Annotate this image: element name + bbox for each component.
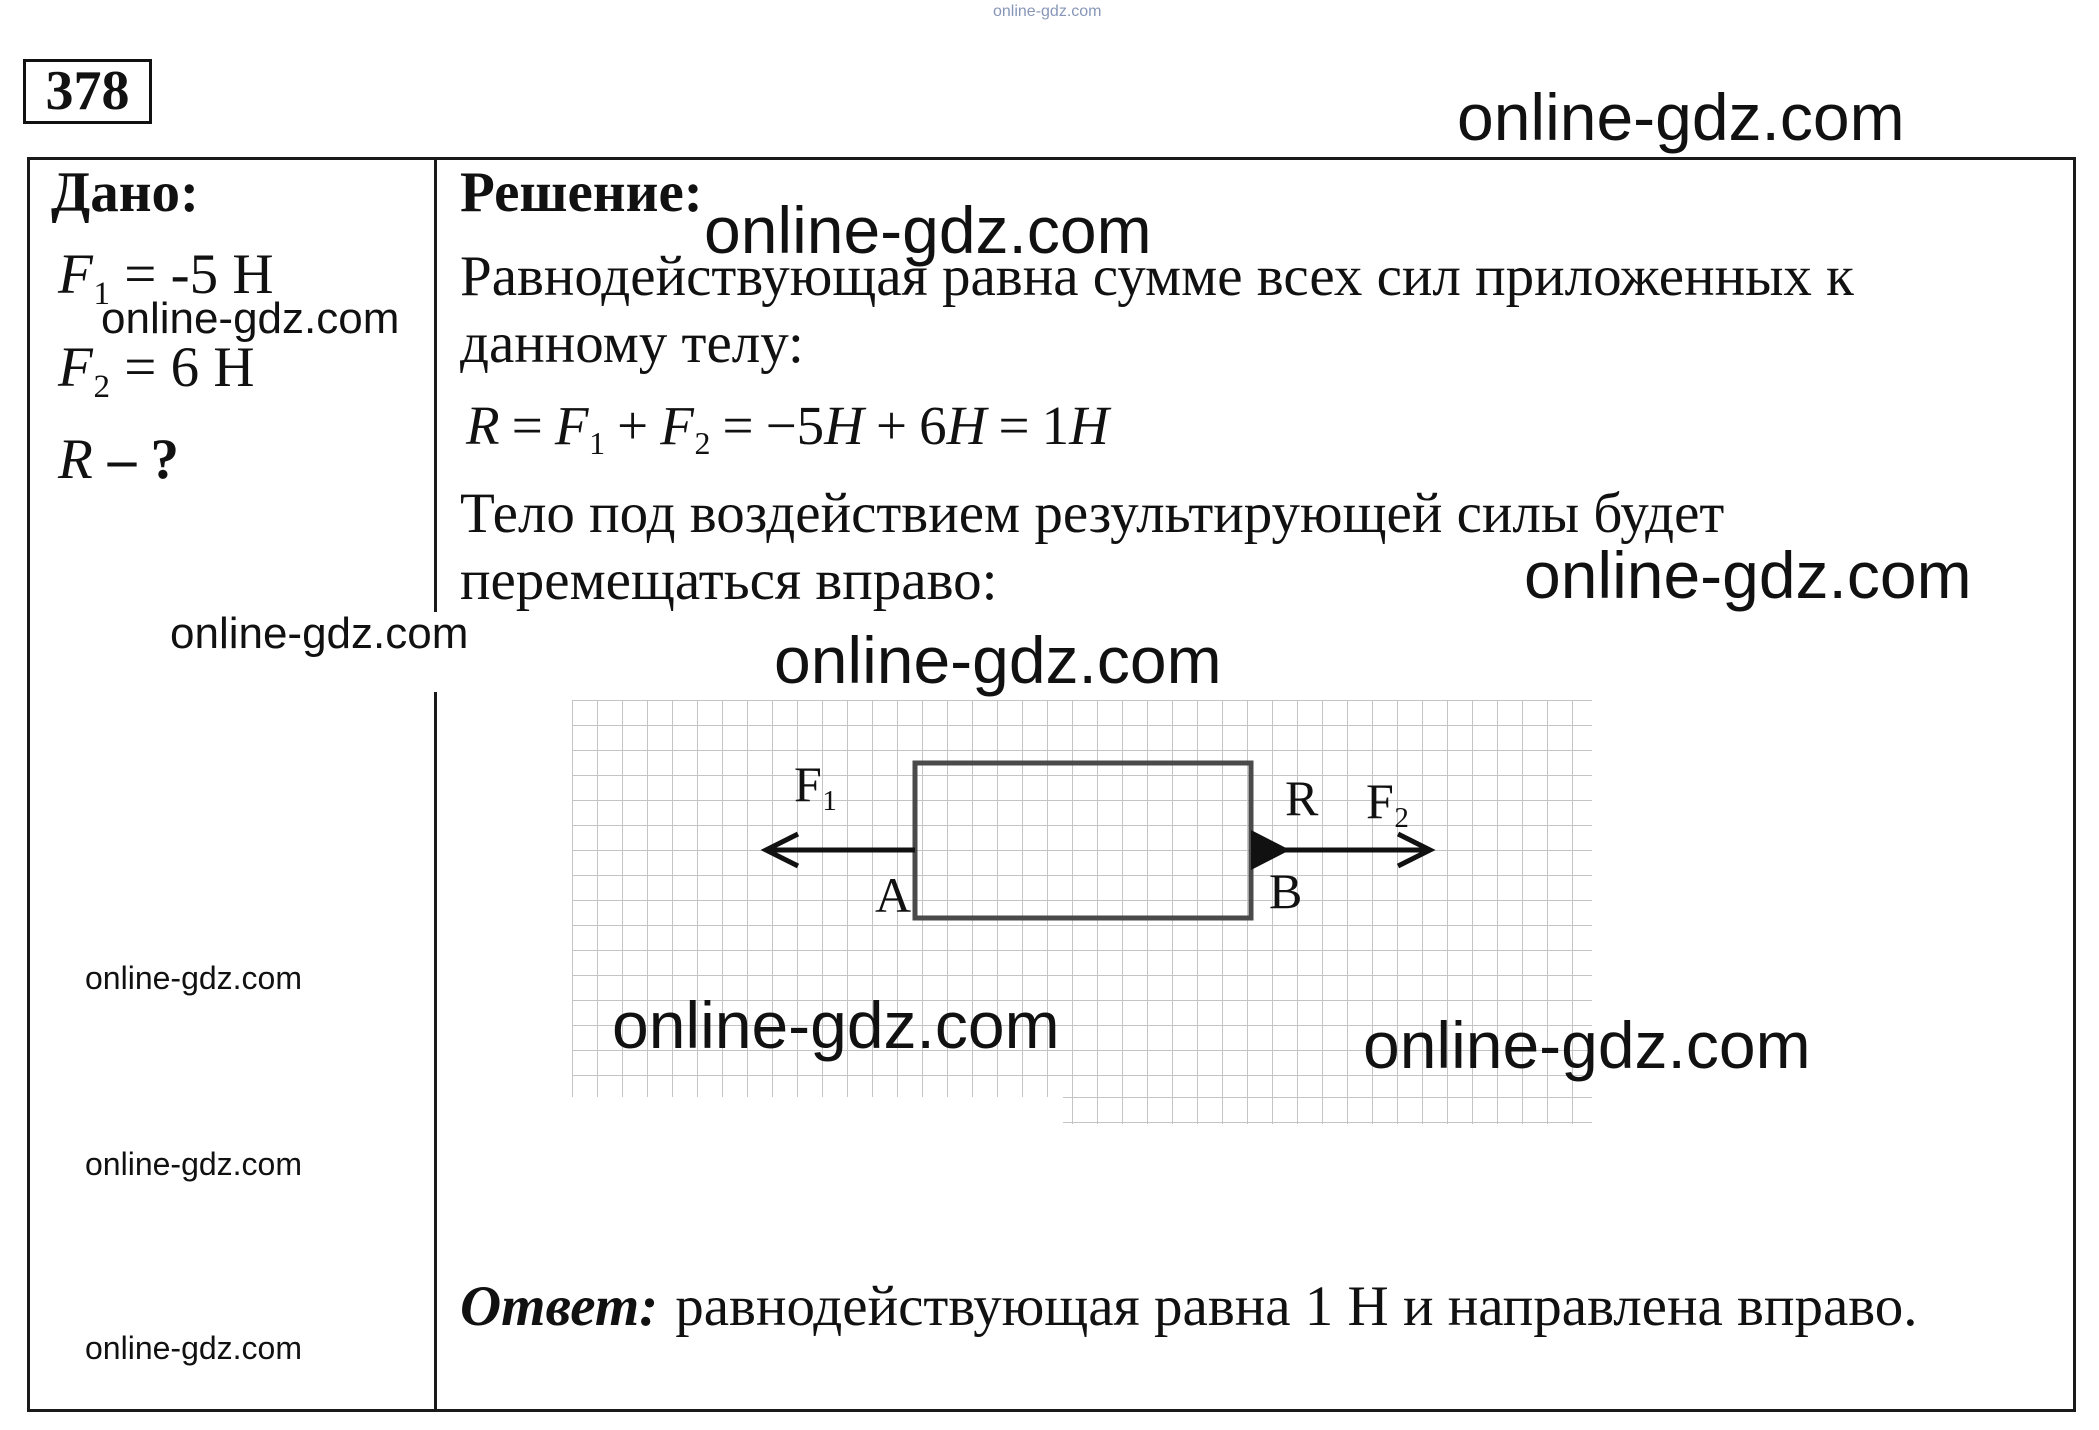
label-f2 (1366, 773, 1409, 835)
watermark: online-gdz.com (612, 988, 1060, 1062)
label-f1-subscript: 1 (822, 785, 837, 818)
watermark: online-gdz.com (993, 3, 1102, 20)
label-f2-subscript: 2 (1394, 802, 1409, 835)
formula-operator: = (722, 395, 754, 456)
formula-token: F (554, 395, 589, 456)
watermark: online-gdz.com (101, 294, 400, 343)
watermark: online-gdz.com (170, 612, 468, 692)
solution-line: перемещаться вправо: (460, 549, 998, 612)
answer-label: Ответ: (460, 1275, 659, 1338)
given-symbol: F (58, 336, 93, 399)
formula-subscript: 2 (694, 426, 711, 462)
formula-operator: + (876, 395, 908, 456)
body-box (915, 763, 1251, 918)
given-question: – ? (107, 428, 179, 491)
watermark: online-gdz.com (85, 1146, 302, 1182)
label-f1 (794, 756, 837, 818)
given-unknown-r (58, 428, 179, 500)
watermark: online-gdz.com (1363, 1008, 1811, 1082)
formula-operator: = (511, 395, 543, 456)
formula-unit: H (946, 395, 987, 456)
formula-number: −5 (765, 395, 825, 456)
formula-token: R (466, 395, 500, 456)
solution-line: данному телу: (460, 312, 804, 375)
given-symbol: F (58, 243, 93, 306)
given-subscript: 2 (93, 368, 111, 405)
watermark: online-gdz.com (774, 623, 1222, 697)
formula-number: 1 (1041, 395, 1070, 456)
formula-token: F (660, 395, 694, 456)
problem-number: 378 (23, 59, 152, 124)
given-f2 (58, 336, 255, 408)
resultant-formula (466, 394, 1109, 465)
solution-line: Тело под воздействием результирующей силы будет (460, 482, 1725, 545)
label-r: R (1285, 770, 1319, 826)
given-title: Дано: (51, 161, 200, 224)
solution-line: Равнодействующая равна сумме всех сил приложенных к (460, 245, 1854, 308)
given-subscript: 1 (93, 275, 111, 312)
given-symbol: R (58, 428, 93, 491)
watermark: online-gdz.com (1457, 80, 1905, 154)
watermark: online-gdz.com (85, 1330, 302, 1366)
given-value: = 6 Н (124, 336, 255, 399)
solution-title: Решение: (460, 161, 703, 224)
watermark: online-gdz.com (85, 960, 302, 996)
column-divider (434, 157, 437, 1412)
formula-unit: H (824, 395, 864, 456)
formula-operator: + (617, 395, 649, 456)
given-value: = -5 Н (124, 243, 274, 306)
answer-text: равнодействующая равна 1 Н и направлена вправо. (675, 1275, 1918, 1338)
label-f1-symbol: F (794, 756, 822, 812)
formula-operator: = (998, 395, 1030, 456)
label-f2-symbol: F (1366, 773, 1394, 829)
watermark: online-gdz.com (704, 193, 1152, 267)
watermark: online-gdz.com (1524, 538, 1972, 612)
formula-subscript: 1 (589, 426, 606, 462)
formula-number: 6 (919, 395, 947, 456)
answer-line (460, 1275, 1918, 1338)
label-point-a: A (875, 867, 912, 923)
label-point-b: B (1269, 863, 1303, 919)
formula-unit: H (1069, 395, 1109, 456)
